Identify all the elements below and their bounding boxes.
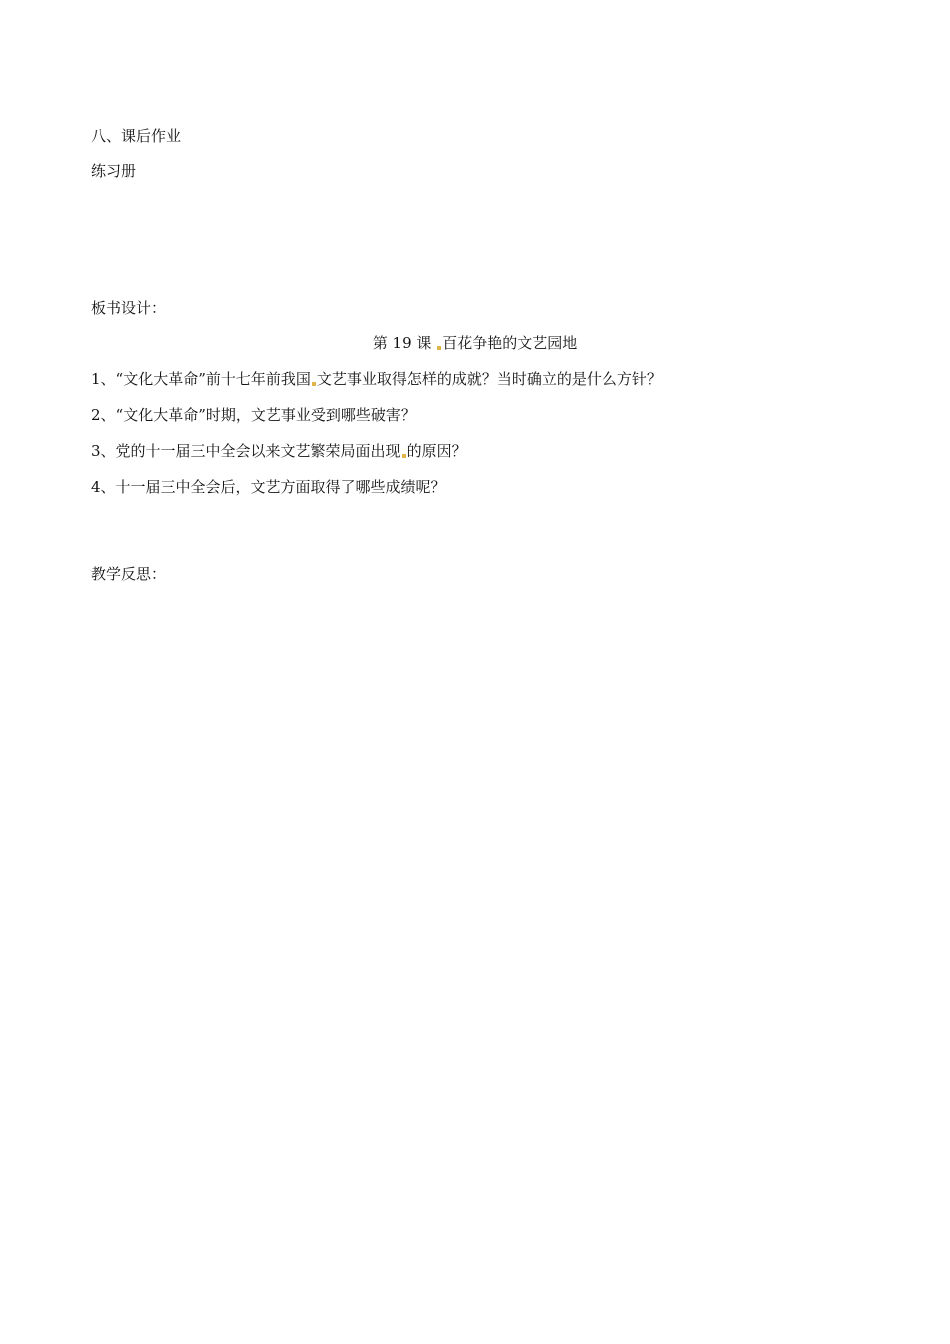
homework-heading: 八、课后作业	[91, 127, 182, 145]
item-text-part: 文艺事业取得怎样的成就？当时确立的是什么方针？	[316, 370, 662, 388]
item-number: 3、	[91, 442, 116, 460]
highlight-mark	[402, 454, 406, 458]
item-text-part: 党的十一届三中全会以来文艺繁荣局面出现	[115, 442, 401, 460]
lesson-title: 百花争艳的文艺园地	[442, 334, 578, 352]
item-number: 1、	[91, 370, 116, 388]
item-number: 2、	[91, 406, 116, 424]
item-text-part: 的原因？	[406, 442, 467, 460]
item-text-part: “文化大革命”前十七年前我国	[115, 370, 311, 388]
board-item-3	[91, 441, 467, 461]
item-text: 十一届三中全会后，文艺方面取得了哪些成绩呢？	[115, 478, 446, 496]
board-design-heading: 板书设计：	[91, 299, 167, 317]
lesson-number: 第 19 课	[372, 334, 432, 352]
homework-content: 练习册	[91, 162, 137, 180]
item-text: “文化大革命”时期，文艺事业受到哪些破害？	[115, 406, 416, 424]
highlight-mark	[312, 382, 316, 386]
board-item-1	[91, 369, 662, 389]
item-number: 4、	[91, 478, 116, 496]
highlight-mark	[437, 346, 441, 350]
board-item-2	[91, 405, 416, 425]
reflection-heading: 教学反思：	[91, 565, 167, 583]
lesson-title-line	[0, 333, 950, 353]
board-item-4	[91, 477, 446, 497]
